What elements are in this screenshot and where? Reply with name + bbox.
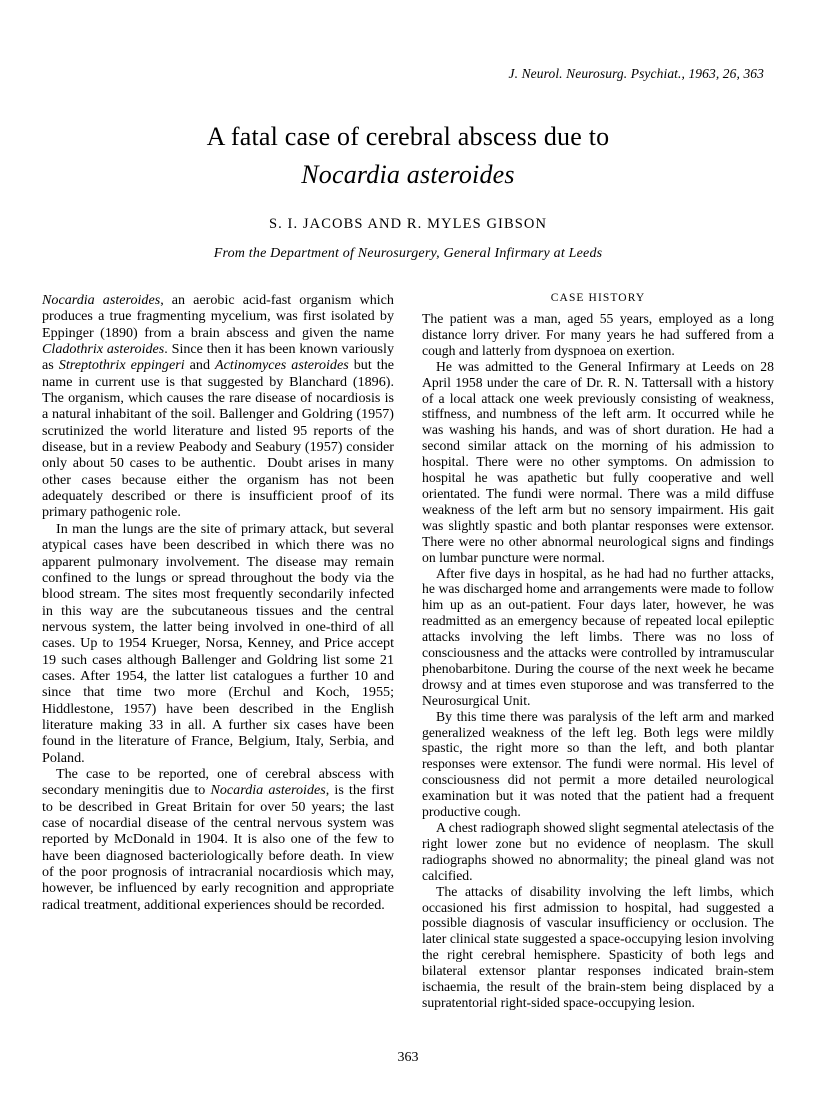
- right-column: [422, 292, 774, 1011]
- paragraph: After five days in hospital, as he had had no further attacks, he was discharged home and arrangements were made to follow him up as an out-patient. Four days later, however, he was readmitted as an emergency because of repeated local epileptic attacks involving the left limbs. There was no loss of consciousness and the attacks were controlled by intramuscular phenobarbitone. During the course of the next week he became drowsy and at times even stuporose and was transferred to the Neurosurgical Unit.: [422, 565, 774, 708]
- affiliation-line: From the Department of Neurosurgery, General Infirmary at Leeds: [213, 246, 603, 261]
- title-line-2: Nocardia asteroides: [301, 160, 515, 189]
- journal-citation: J. Neurol. Neurosurg. Psychiat., 1963, 26, 363: [508, 66, 764, 81]
- paragraph: The patient was a man, aged 55 years, employed as a long distance lorry driver. For many years he had suffered from a cough and latterly from dyspnoea on exertion.: [422, 311, 774, 358]
- body-columns: [42, 292, 774, 1011]
- paragraph: He was admitted to the General Infirmary at Leeds on 28 April 1958 under the care of Dr. R. N. Tattersall with a history of a local attack one week previously consisting of weakness, stiffness, and numbness of the left arm. It occurred while he was washing his hands, and was of short duration. He had a second similar attack on the morning of his admission to hospital. There were no other symptoms. On admission to hospital he was apathetic but fully cooperative and well orientated. The fundi were normal. There was a mild diffuse weakness of the left arm but no sensory impairment. His gait was slightly spastic and both plantar responses were extensor. There were no other abnormal neurological signs and findings on lumbar puncture were normal.: [422, 358, 774, 565]
- page-title: [60, 120, 756, 192]
- paragraph: Nocardia asteroides, an aerobic acid-fast organism which produces a true fragmenting mycelium, was first isolated by Eppinger (1890) from a brain abscess and given the name Cladothrix asteroides. Since then it has been known variously as Streptothrix eppingeri and Actinomyces asteroides but the name in current use is that suggested by Blanchard (1896). The organism, which causes the rare disease of nocardiosis is a natural inhabitant of the soil. Ballenger and Goldring (1957) scrutinized the world literature and listed 95 reports of the disease, but in a review Peabody and Seabury (1957) consider only about 50 cases to be authentic. Doubt arises in many other cases because either the organism has not been adequately described or there is insufficient proof of its primary pathogenic role.: [42, 292, 395, 521]
- section-heading: CASE HISTORY: [550, 292, 646, 304]
- paragraph: The case to be reported, one of cerebral abscess with secondary meningitis due to Nocardia asteroides, is the first to be described in Great Britain for over 50 years; the last case of nocardial disease of the central nervous system was reported by McDonald in 1904. It is also one of the few to have been diagnosed bacteriologically before death. In view of the poor prognosis of intracranial nocardiosis which may, however, be influenced by early recognition and appropriate radical treatment, additional experiences should be recorded.: [42, 765, 394, 913]
- paragraph: By this time there was paralysis of the left arm and marked generalized weakness of the left leg. Both legs were mildly spastic, the right more so than the left, and both plantar responses were extensor. The fundi were normal. His level of consciousness did not permit a more detailed neurological examination but it was noted that the patient had a frequent productive cough.: [422, 708, 774, 820]
- author-list: S. I. JACOBS AND R. MYLES GIBSON: [268, 216, 548, 232]
- page-number: 363: [397, 1050, 419, 1065]
- paragraph: In man the lungs are the site of primary attack, but several atypical cases have been described in which there was no apparent pulmonary involvement. The disease may remain confined to the lungs or spread throughout the body via the blood stream. The sites most frequently secondarily infected in this way are the subcutaneous tissues and the central nervous system, the latter being involved in one-third of all cases. Up to 1954 Krueger, Norsa, Kenney, and Price accept 19 such cases although Ballenger and Goldring list some 21 cases. After 1954, the latter list catalogues a further 10 and since that time two more (Erchul and Koch, 1955; Hiddlestone, 1957) have been described in the English literature making 33 in all. A further six cases have been found in the literature of France, Belgium, Italy, Serbia, and Poland.: [42, 520, 394, 766]
- left-column: [42, 292, 394, 1011]
- title-line-1: A fatal case of cerebral abscess due to: [206, 122, 610, 151]
- paragraph: A chest radiograph showed slight segmental atelectasis of the right lower zone but no evidence of neoplasm. The skull radiographs showed no abnormality; the pineal gland was not calcified.: [422, 820, 774, 883]
- paragraph: The attacks of disability involving the left limbs, which occasioned his first admission to hospital, had suggested a possible diagnosis of vascular insufficiency or occlusion. The later clinical state suggested a space-occupying lesion involving the right cerebral hemisphere. Spasticity of both legs and bilateral extensor plantar responses indicated brain-stem ischaemia, the result of the brain-stem being displaced by a supratentorial right-sided space-occupying lesion.: [422, 883, 774, 1010]
